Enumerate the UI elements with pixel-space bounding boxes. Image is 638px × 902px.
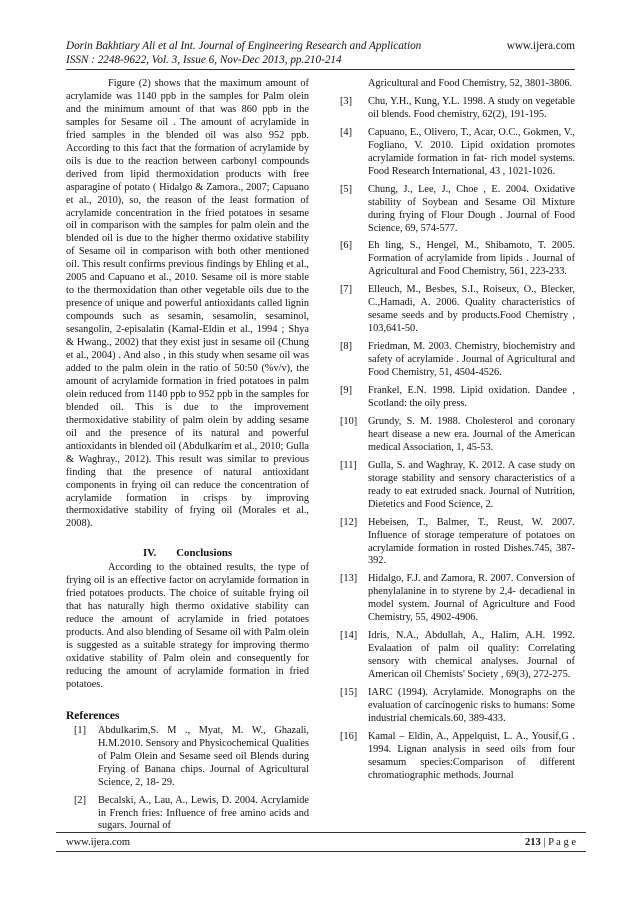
reference-item: [340, 184, 575, 236]
reference-item: [340, 341, 575, 380]
reference-item: [340, 687, 575, 726]
left-column: [66, 78, 309, 838]
references-list-left: [66, 725, 309, 834]
reference-number: [1]: [74, 724, 87, 736]
reference-number: [9]: [340, 385, 353, 397]
reference-text: Chu, Y.H., Kung, Y.L. 1998. A study on vegetable oil blends. Food chemistry, 62(2), 191-195.: [368, 95, 575, 120]
reference-continuation: [340, 78, 575, 91]
reference-text: Frankel, E.N. 1998. Lipid oxidation. Dandee , Scotland: the oily press.: [368, 385, 575, 409]
reference-number: [15]: [340, 687, 358, 699]
reference-number: [14]: [340, 630, 358, 642]
reference-item: [340, 416, 575, 455]
reference-text: Eh ling, S., Hengel, M., Shibamoto, T. 2005. Formation of acrylamide from lipids . Journal of Agricultural and Food Chemistry, 561, 223-233.: [368, 240, 575, 278]
reference-text: Elleuch, M., Besbes, S.I., Roiseux, O., Blecker, C.,Hamadi, A. 2006. Quality characteristics of sesame seeds and by products.Food Chemistry , 103,641-50.: [368, 284, 575, 335]
reference-number: [7]: [340, 284, 353, 296]
reference-item: [340, 517, 575, 569]
reference-item: [340, 240, 575, 279]
reference-text: Hebeisen, T., Balmer, T., Reust, W. 2007. Influence of storage temperature of potatoes on acrylamide formation in rosted Dishes.745, 387-392.: [368, 516, 575, 567]
conclusions-title: Conclusions: [176, 547, 233, 560]
reference-number: [3]: [340, 95, 353, 107]
reference-number: [2]: [74, 794, 87, 806]
reference-text: Gulla, S. and Waghray, K. 2012. A case study on storage stability and sensory characteristics of a ready to eat extruded snack. Journal of Nutrition, Dietetics and Food Science, 2.: [368, 459, 575, 510]
reference-text: Chung, J., Lee, J., Choe , E. 2004. Oxidative stability of Soybean and Sesame Oil Mixture during frying of Flour Dough . Journal of Food Science, 69, 574-577.: [368, 183, 575, 234]
reference-item: [340, 96, 575, 122]
reference-text: Friedman, M. 2003. Chemistry, biochemistry and safety of acrylamide . Journal of Agricultural and Food Chemistry, 51, 4504-4526.: [368, 341, 575, 379]
reference-number: [8]: [340, 341, 353, 353]
references-heading: References: [66, 709, 120, 722]
reference-item: [340, 284, 575, 336]
conclusions-paragraph: According to the obtained results, the type of frying oil is an effective factor on acrylamide formation in fried potatoes products. The choice of suitable frying oil that has naturally high thermo oxidative stability can reduce the amount of acrylamide in fried potatoes products. And also blending of Sesame oil with Palm olein is suggested as a suitable strategy for improving thermo oxidative stability of Palm olein and consequently for reducing the amount of acrylamide formation in fried potatoes.: [66, 562, 309, 690]
reference-number: [6]: [340, 240, 353, 252]
header-divider: [66, 69, 575, 70]
reference-text: Idris, N.A., Abdullah, A., Halim, A.H. 1992. Evalaation of palm oil quality: Correlating sensory with chemical analyses. Journal of American oil Chemists' Society , 69(3), 272-275.: [368, 630, 575, 681]
reference-number: [12]: [340, 516, 358, 528]
right-column: [340, 78, 575, 788]
reference-text: Abdulkarim,S. M ., Myat, M. W., Ghazali, H.M.2010. Sensory and Physicochemical Qualities of Palm Olein and Sesame seed oil Blends during Frying of Banana chips. Journal of Agricultural Science, 2, 18- 29.: [98, 724, 309, 788]
reference-item: [66, 725, 309, 790]
footer-url[interactable]: www.ijera.com: [66, 836, 131, 848]
issn-line: ISSN : 2248-9622, Vol. 3, Issue 6, Nov-Dec 2013, pp.210-214: [66, 54, 342, 66]
reference-number: [16]: [340, 730, 358, 742]
reference-number: [13]: [340, 573, 358, 585]
reference-number: [11]: [340, 459, 357, 471]
reference-item: [340, 385, 575, 411]
results-paragraph: Figure (2) shows that the maximum amount of acrylamide was 1140 ppb in the samples for Palm olein and the minimum amount of that was 860 ppb in the samples for Sesame oil . The amount of acrylamide in fried samples in the blended oil was also 952 ppb. According to this fact that the formation of acrylamide by oils is due to the reaction between carbonyl compounds derived from lipid thermoxidation products with free asparagine of potato ( Hidalgo & Zamora., 2007; Capuano et al., 2010), so, the reason of the least formation of acrylamide concentration in the fried potatoes in sesame oil in comparison with the samples for palm olein and the blended oil is due to the higher thermo oxidative stability of Sesame oil in comparison with both other mentioned oil. This result confirms previous findings by Ehling et al., 2005 and Capuano et al., 2010. Sesame oil is more stable to the thermoxidation than other vegetable oils due to the presence of unique and powerful antioxidants called lignin compounds such as sesamin, sesamolin, sesaminol, sesangolin, 2-episalatin (Kamal-Eldin et al., 1994 ; Shya & Hwang., 2002) that they exist just in sesame oil (Chung et al., 2004) . And also , in this study when sesame oil was added to the palm olein in the ratio of 50:50 (%v/v), the amount of acrylamide formation in fried potatoes in palm olein reduced from 1140 ppb to 952 ppb in the samples for blended oil. This is due to the improvement thermoxidative stability of palm olein by adding sesame oil and the presence of its natural and powerful antioxidants in blended oil (Abdulkarim et al., 2010; Gulla & Waghray., 2012). This result was similar to previous finding that the presence of natural antioxidant components in frying oil can reduce the concentration of acrylamide formation in crisps by improving thermoxidative stability of frying oil (Morales et al., 2008).: [66, 78, 309, 530]
journal-url[interactable]: www.ijera.com: [506, 40, 575, 52]
journal-title: Dorin Bakhtiary Ali et al Int. Journal of Engineering Research and Application: [66, 40, 422, 52]
reference-text: Hidalgo, F.J. and Zamora, R. 2007. Conversion of phenylalanine in to styrene by 2,4- decadienal in model system. Journal of Agriculture and Food Chemistry, 55, 4902-4906.: [368, 573, 575, 624]
reference-item: [340, 127, 575, 179]
reference-item: [340, 630, 575, 682]
reference-number: [4]: [340, 126, 353, 138]
reference-text: Capuano, E., Olivero, T., Acar, O.C., Gokmen, V., Fogliano, V. 2010. Lipid oxidation promotes acrylamide formation in fat- rich model systems. Food Research International, 43 , 1021-1026.: [368, 126, 575, 177]
reference-item: [66, 795, 309, 834]
reference-text: Kamal – Eldin, A., Appelquist, L. A., Yousif,G . 1994. Lignan analysis in seed oils from four sesamum species:Comparison of different chromatiographic methods. Journal: [368, 730, 575, 781]
conclusions-heading: [66, 547, 309, 560]
reference-text: IARC (1994). Acrylamide. Monographs on the evaluation of carcinogenic risks to humans: Some industrial chemicals.60, 389-433.: [368, 687, 575, 724]
reference-item: [340, 460, 575, 512]
reference-number: [10]: [340, 415, 358, 427]
page-header: [66, 39, 575, 67]
conclusions-number: IV.: [142, 547, 157, 560]
reference-number: [5]: [340, 183, 353, 195]
reference-text: Agricultural and Food Chemistry, 52, 3801-3806.: [368, 78, 573, 89]
reference-text: Becalski, A., Lau, A., Lewis, D. 2004. Acrylamide in French fries: Influence of free amino acids and sugars. Journal of: [98, 794, 309, 832]
page-footer: [56, 832, 586, 852]
reference-item: [340, 573, 575, 625]
reference-item: [340, 731, 575, 783]
page-number: 213 | P a g e: [525, 836, 576, 848]
reference-text: Grundy, S. M. 1988. Cholesterol and coronary heart disease a new era. Journal of the American medical Association, 1, 45-53.: [368, 415, 575, 453]
